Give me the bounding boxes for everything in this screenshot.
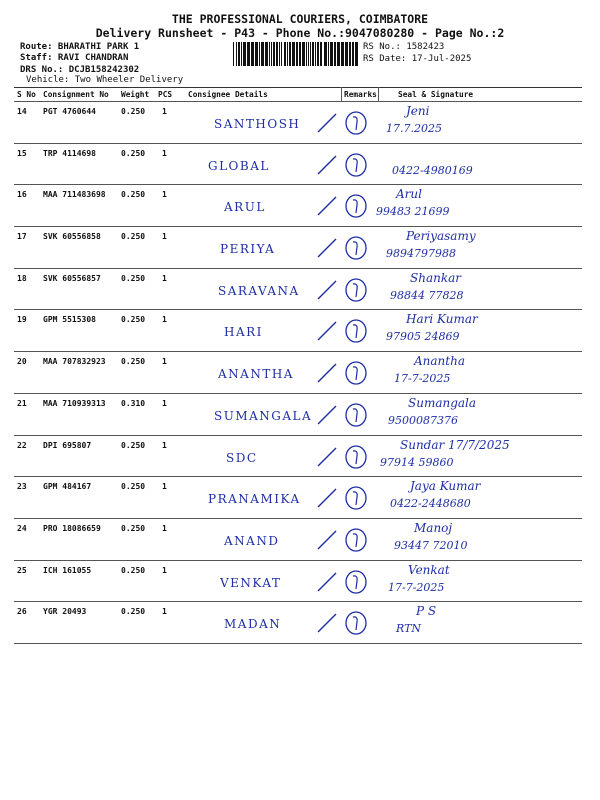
barcode-bar — [352, 42, 354, 66]
signature-line-2: 0422-4980169 — [392, 163, 473, 177]
barcode-bar — [247, 42, 250, 66]
circled-mark-stroke — [353, 534, 357, 547]
row-consignment-no: GPM 5515308 — [43, 315, 96, 325]
circled-mark — [346, 612, 366, 634]
tick-mark — [318, 239, 336, 257]
tick-mark — [318, 322, 336, 340]
barcode-bar — [324, 42, 327, 66]
row-weight: 0.250 — [121, 232, 146, 242]
vehicle-label: Vehicle: Two Wheeler Delivery — [26, 75, 184, 85]
row-pcs: 1 — [162, 565, 167, 575]
runsheet-table — [14, 101, 582, 644]
row-pcs: 1 — [162, 190, 167, 200]
barcode-bar — [265, 42, 268, 66]
signature-line-1: Shankar — [410, 270, 461, 285]
table-row — [14, 436, 582, 478]
remark-check-icon — [312, 436, 372, 476]
row-pcs: 1 — [162, 273, 167, 283]
row-consignment-no: MAA 707832923 — [43, 357, 106, 367]
col-header-consignee: Consignee Details — [188, 90, 268, 99]
barcode-bar — [255, 42, 258, 66]
tick-mark — [318, 156, 336, 174]
barcode-bar — [312, 42, 314, 66]
consignee-handwritten-name: HARI — [224, 325, 263, 340]
remark-check-icon — [312, 185, 372, 225]
tick-mark — [318, 197, 336, 215]
barcode-bar — [299, 42, 301, 66]
row-weight: 0.250 — [121, 482, 146, 492]
row-weight: 0.250 — [121, 107, 146, 116]
company-name: THE PROFESSIONAL COURIERS, COIMBATORE — [171, 12, 429, 26]
row-pcs: 1 — [162, 398, 167, 408]
row-weight: 0.250 — [121, 523, 146, 533]
row-pcs: 1 — [162, 315, 167, 325]
tick-mark — [318, 531, 336, 549]
row-pcs: 1 — [162, 148, 167, 158]
circled-mark-stroke — [353, 575, 357, 588]
row-weight: 0.250 — [121, 607, 146, 617]
barcode-bar — [355, 42, 358, 66]
barcode-bar — [328, 42, 329, 66]
signature-line-1: Arul — [396, 187, 422, 202]
row-consignment-no: DPI 695807 — [43, 440, 92, 450]
remark-check-icon — [312, 477, 372, 517]
signature-line-2: 17-7-2025 — [394, 372, 451, 386]
col-header-remarks: Remarks — [344, 90, 377, 99]
signature-line-1: Sumangala — [408, 395, 477, 410]
signature-line-2: 17-7-2025 — [388, 580, 445, 594]
barcode-bar — [296, 42, 298, 66]
row-pcs: 1 — [162, 607, 167, 617]
staff-label: Staff: RAVI CHANDRAN — [20, 53, 129, 63]
tick-mark — [318, 406, 336, 424]
circled-mark — [346, 487, 366, 509]
circled-mark — [346, 320, 366, 342]
barcode-bar — [238, 42, 240, 66]
row-consignment-no: SVK 60556858 — [43, 232, 101, 242]
table-row — [14, 185, 582, 227]
row-weight: 0.250 — [121, 357, 146, 367]
row-sno: 15 — [17, 148, 27, 158]
barcode-bar — [259, 42, 260, 66]
row-weight: 0.250 — [121, 190, 146, 200]
barcode-bar — [269, 42, 270, 66]
circled-mark — [346, 362, 366, 384]
remark-check-icon — [312, 394, 372, 434]
circled-mark-stroke — [353, 409, 357, 422]
circled-mark-stroke — [353, 117, 357, 130]
table-row — [14, 101, 582, 144]
signature-line-2: 97914 59860 — [380, 455, 454, 469]
column-divider — [378, 87, 379, 101]
column-divider — [341, 87, 342, 101]
remark-check-icon — [312, 269, 372, 309]
remark-check-icon — [312, 227, 372, 267]
barcode-image — [233, 42, 359, 66]
barcode-bar — [341, 42, 344, 66]
signature-line-1: P S — [416, 604, 437, 619]
signature-line-1: Manoj — [414, 520, 453, 535]
signature-line-2: 17.7.2025 — [386, 122, 442, 135]
row-consignment-no: MAA 710939313 — [43, 398, 106, 408]
circled-mark — [346, 571, 366, 593]
remark-check-icon — [312, 144, 372, 184]
col-header-seal: Seal & Signature — [398, 90, 474, 99]
row-sno: 14 — [17, 107, 27, 116]
consignee-handwritten-name: ARUL — [224, 200, 266, 215]
rs-number: RS No.: 1582423 — [363, 42, 445, 52]
col-header-sno: S No — [17, 90, 36, 99]
row-consignment-no: PGT 4760644 — [43, 107, 96, 116]
row-sno: 17 — [17, 232, 27, 242]
signature-line-1: Jaya Kumar — [410, 479, 481, 494]
circled-mark — [346, 529, 366, 551]
table-row — [14, 227, 582, 269]
signature-line-1: Anantha — [414, 354, 465, 369]
circled-mark — [346, 279, 366, 301]
barcode-bar — [243, 42, 246, 66]
header-rule — [14, 87, 582, 88]
barcode-bar — [271, 42, 272, 66]
barcode-bar — [279, 42, 280, 66]
remark-check-icon — [312, 102, 372, 142]
row-pcs: 1 — [162, 440, 167, 450]
row-consignment-no: SVK 60556857 — [43, 273, 101, 283]
circled-mark — [346, 112, 366, 134]
barcode-bar — [261, 42, 264, 66]
row-weight: 0.250 — [121, 565, 146, 575]
table-row — [14, 394, 582, 436]
barcode-bar — [349, 42, 351, 66]
row-consignment-no: MAA 711483698 — [43, 190, 106, 200]
row-sno: 16 — [17, 190, 27, 200]
row-sno: 19 — [17, 315, 27, 325]
table-row — [14, 310, 582, 352]
row-consignment-no: YGR 20493 — [43, 607, 87, 617]
row-pcs: 1 — [162, 482, 167, 492]
col-header-consignment: Consignment No — [43, 90, 109, 99]
barcode-bar — [302, 42, 305, 66]
barcode-bar — [284, 42, 286, 66]
circled-mark — [346, 154, 366, 176]
table-row — [14, 602, 582, 644]
remark-check-icon — [312, 352, 372, 392]
barcode-bar — [308, 42, 309, 66]
drs-number: DRS No.: DCJB158242302 — [20, 65, 140, 75]
table-row — [14, 352, 582, 394]
row-consignment-no: PRO 18086659 — [43, 523, 101, 533]
circled-mark — [346, 237, 366, 259]
barcode-bar — [292, 42, 295, 66]
barcode-bar — [315, 42, 316, 66]
row-consignment-no: TRP 4114698 — [43, 148, 96, 158]
barcode-bar — [281, 42, 282, 66]
table-row — [14, 561, 582, 603]
table-row — [14, 269, 582, 311]
row-weight: 0.250 — [121, 273, 146, 283]
consignee-handwritten-name: VENKAT — [220, 575, 282, 590]
row-sno: 26 — [17, 607, 27, 617]
circled-mark-stroke — [353, 284, 357, 297]
circled-mark-stroke — [353, 159, 357, 172]
signature-line-1: Jeni — [406, 104, 430, 118]
tick-mark — [318, 489, 336, 507]
barcode-bar — [345, 42, 348, 66]
consignee-handwritten-name: GLOBAL — [208, 158, 270, 173]
barcode-bar — [276, 42, 278, 66]
circled-mark-stroke — [353, 617, 357, 630]
signature-line-1: Periyasamy — [406, 229, 476, 244]
remark-check-icon — [312, 602, 372, 642]
consignee-handwritten-name: ANANTHA — [218, 367, 294, 382]
barcode-bar — [330, 42, 333, 66]
row-weight: 0.250 — [121, 315, 146, 325]
signature-line-2: 9894797988 — [386, 247, 456, 261]
consignee-handwritten-name: SUMANGALA — [214, 408, 313, 423]
row-sno: 21 — [17, 398, 27, 408]
circled-mark — [346, 446, 366, 468]
remark-check-icon — [312, 561, 372, 601]
signature-line-2: 98844 77828 — [390, 288, 464, 302]
barcode-bar — [233, 42, 234, 66]
row-pcs: 1 — [162, 232, 167, 242]
signature-line-2: 99483 21699 — [376, 205, 450, 219]
barcode-bar — [337, 42, 340, 66]
circled-mark-stroke — [353, 242, 357, 255]
row-weight: 0.310 — [121, 398, 146, 408]
signature-line-1: Hari Kumar — [406, 312, 478, 327]
tick-mark — [318, 364, 336, 382]
signature-line-2: 97905 24869 — [386, 330, 460, 344]
circled-mark-stroke — [353, 325, 357, 338]
signature-line-1: Venkat — [408, 562, 450, 577]
row-sno: 25 — [17, 565, 27, 575]
rs-date: RS Date: 17-Jul-2025 — [363, 54, 472, 64]
remark-check-icon — [312, 519, 372, 559]
consignee-handwritten-name: SDC — [226, 450, 258, 465]
row-pcs: 1 — [162, 523, 167, 533]
tick-mark — [318, 448, 336, 466]
row-sno: 18 — [17, 273, 27, 283]
col-header-pcs: PCS — [158, 90, 173, 99]
circled-mark-stroke — [353, 450, 357, 463]
runsheet-subtitle: Delivery Runsheet - P43 - Phone No.:9047080280 - Page No.:2 — [95, 26, 505, 40]
barcode-bar — [317, 42, 319, 66]
circled-mark — [346, 195, 366, 217]
row-consignment-no: GPM 484167 — [43, 482, 92, 492]
remark-check-icon — [312, 310, 372, 350]
signature-line-2: 0422-2448680 — [390, 497, 471, 511]
barcode-bar — [289, 42, 291, 66]
barcode-bar — [236, 42, 237, 66]
barcode-bar — [287, 42, 288, 66]
barcode-bar — [310, 42, 311, 66]
row-consignment-no: ICH 161055 — [43, 565, 92, 575]
consignee-handwritten-name: MADAN — [224, 617, 282, 632]
barcode-bar — [241, 42, 242, 66]
consignee-handwritten-name: PERIYA — [220, 242, 276, 257]
barcode-bar — [320, 42, 322, 66]
consignee-handwritten-name: ANAND — [224, 533, 280, 548]
tick-mark — [318, 114, 336, 132]
signature-line-2: 93447 72010 — [394, 538, 468, 552]
row-sno: 24 — [17, 523, 27, 533]
consignee-handwritten-name: PRANAMIKA — [208, 492, 301, 507]
table-row — [14, 144, 582, 186]
row-pcs: 1 — [162, 107, 167, 116]
consignee-handwritten-name: SARAVANA — [218, 283, 300, 298]
barcode-bar — [334, 42, 336, 66]
row-pcs: 1 — [162, 357, 167, 367]
tick-mark — [318, 614, 336, 632]
barcode-bar — [306, 42, 307, 66]
row-weight: 0.250 — [121, 148, 146, 158]
circled-mark-stroke — [353, 367, 357, 380]
row-sno: 23 — [17, 482, 27, 492]
circled-mark-stroke — [353, 492, 357, 505]
signature-line-2: 9500087376 — [388, 413, 458, 427]
row-sno: 22 — [17, 440, 27, 450]
circled-mark — [346, 404, 366, 426]
tick-mark — [318, 281, 336, 299]
table-row — [14, 477, 582, 519]
row-sno: 20 — [17, 357, 27, 367]
signature-line-2: RTN — [396, 622, 422, 636]
consignee-handwritten-name: SANTHOSH — [214, 117, 301, 131]
route-label: Route: BHARATHI PARK 1 — [20, 42, 140, 52]
signature-line-1: Sundar 17/7/2025 — [400, 437, 510, 452]
barcode-bar — [251, 42, 254, 66]
col-header-weight: Weight — [121, 90, 150, 99]
barcode-bar — [273, 42, 275, 66]
tick-mark — [318, 573, 336, 591]
row-weight: 0.250 — [121, 440, 146, 450]
table-row — [14, 519, 582, 561]
circled-mark-stroke — [353, 200, 357, 213]
